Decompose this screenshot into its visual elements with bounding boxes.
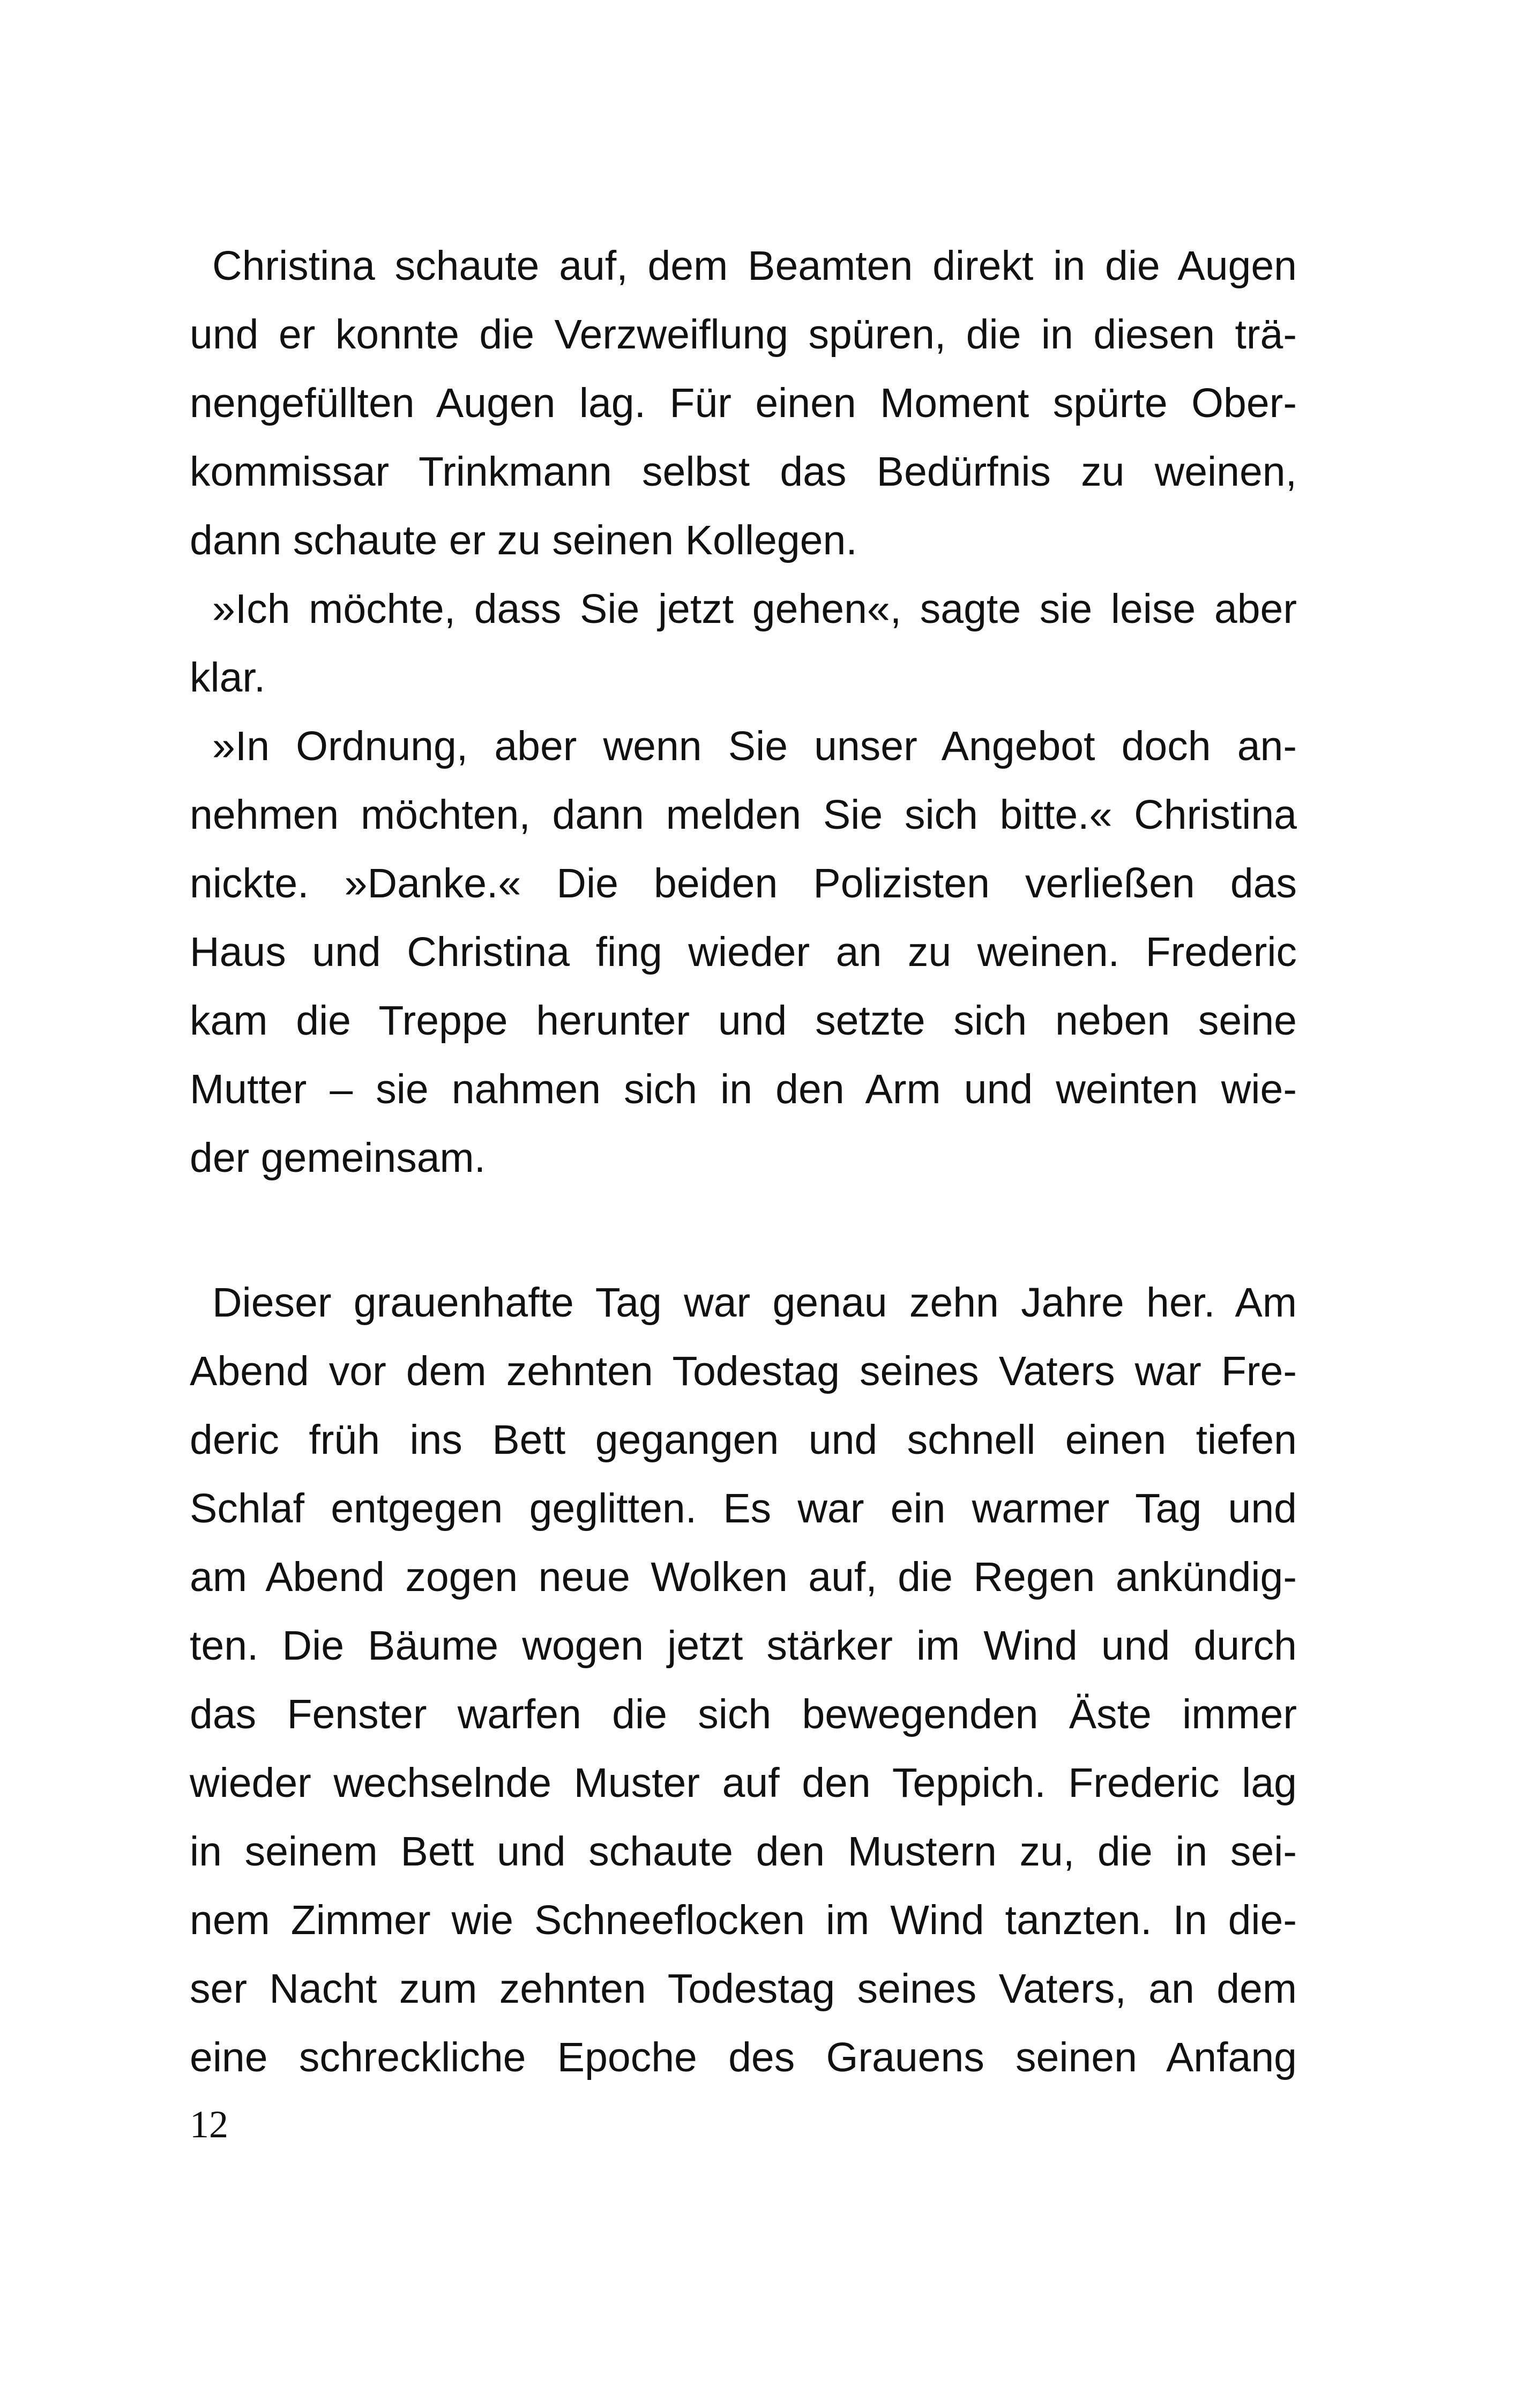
- text-line: »Ich möchte, dass Sie jetzt gehen«, sagte sie leise aber: [212, 586, 1297, 632]
- text-line: der gemeinsam.: [190, 1135, 486, 1181]
- text-line: ser Nacht zum zehnten Todestag seines Vaters, an dem: [190, 1966, 1297, 2012]
- text-line: »In Ordnung, aber wenn Sie unser Angebot doch an-: [212, 723, 1297, 769]
- text-line: nengefüllten Augen lag. Für einen Moment spürte Ober-: [190, 380, 1297, 426]
- paragraph-3: [190, 712, 1297, 1192]
- text-line: Christina schaute auf, dem Beamten direkt in die Augen: [212, 243, 1297, 289]
- text-line: dann schaute er zu seinen Kollegen.: [190, 517, 857, 563]
- text-line: Abend vor dem zehnten Todestag seines Vaters war Fre-: [190, 1348, 1297, 1394]
- paragraph-4: [190, 1268, 1297, 2092]
- text-block-upper: [190, 232, 1297, 1192]
- text-line: nickte. »Danke.« Die beiden Polizisten verließen das: [190, 860, 1297, 906]
- text-line: in seinem Bett und schaute den Mustern zu, die in sei-: [190, 1829, 1297, 1875]
- text-line: deric früh ins Bett gegangen und schnell einen tiefen: [190, 1417, 1297, 1463]
- text-block-lower: [190, 1268, 1297, 2092]
- text-line: und er konnte die Verzweiflung spüren, die in diesen trä-: [190, 311, 1297, 358]
- text-line: Mutter – sie nahmen sich in den Arm und weinten wie-: [190, 1066, 1297, 1112]
- text-line: kommissar Trinkmann selbst das Bedürfnis zu weinen,: [190, 449, 1297, 495]
- page-number: 12: [190, 2103, 228, 2146]
- text-line: am Abend zogen neue Wolken auf, die Regen ankündig-: [190, 1554, 1297, 1600]
- text-line: ten. Die Bäume wogen jetzt stärker im Wind und durch: [190, 1623, 1297, 1669]
- text-line: nehmen möchten, dann melden Sie sich bitte.« Christina: [190, 792, 1297, 838]
- text-line: nem Zimmer wie Schneeflocken im Wind tanzten. In die-: [190, 1897, 1297, 1943]
- paragraph-2: [190, 575, 1297, 712]
- text-line: klar.: [190, 655, 266, 701]
- paragraph-1: [190, 232, 1297, 575]
- text-line: kam die Treppe herunter und setzte sich neben seine: [190, 998, 1297, 1044]
- text-line: das Fenster warfen die sich bewegenden Äste immer: [190, 1691, 1297, 1737]
- text-line: Dieser grauenhafte Tag war genau zehn Jahre her. Am: [212, 1280, 1297, 1326]
- text-line: wieder wechselnde Muster auf den Teppich. Frederic lag: [190, 1760, 1297, 1806]
- text-line: Haus und Christina fing wieder an zu weinen. Frederic: [190, 929, 1297, 975]
- text-line: eine schreckliche Epoche des Grauens seinen Anfang: [190, 2034, 1297, 2080]
- text-line: Schlaf entgegen geglitten. Es war ein warmer Tag und: [190, 1485, 1297, 1532]
